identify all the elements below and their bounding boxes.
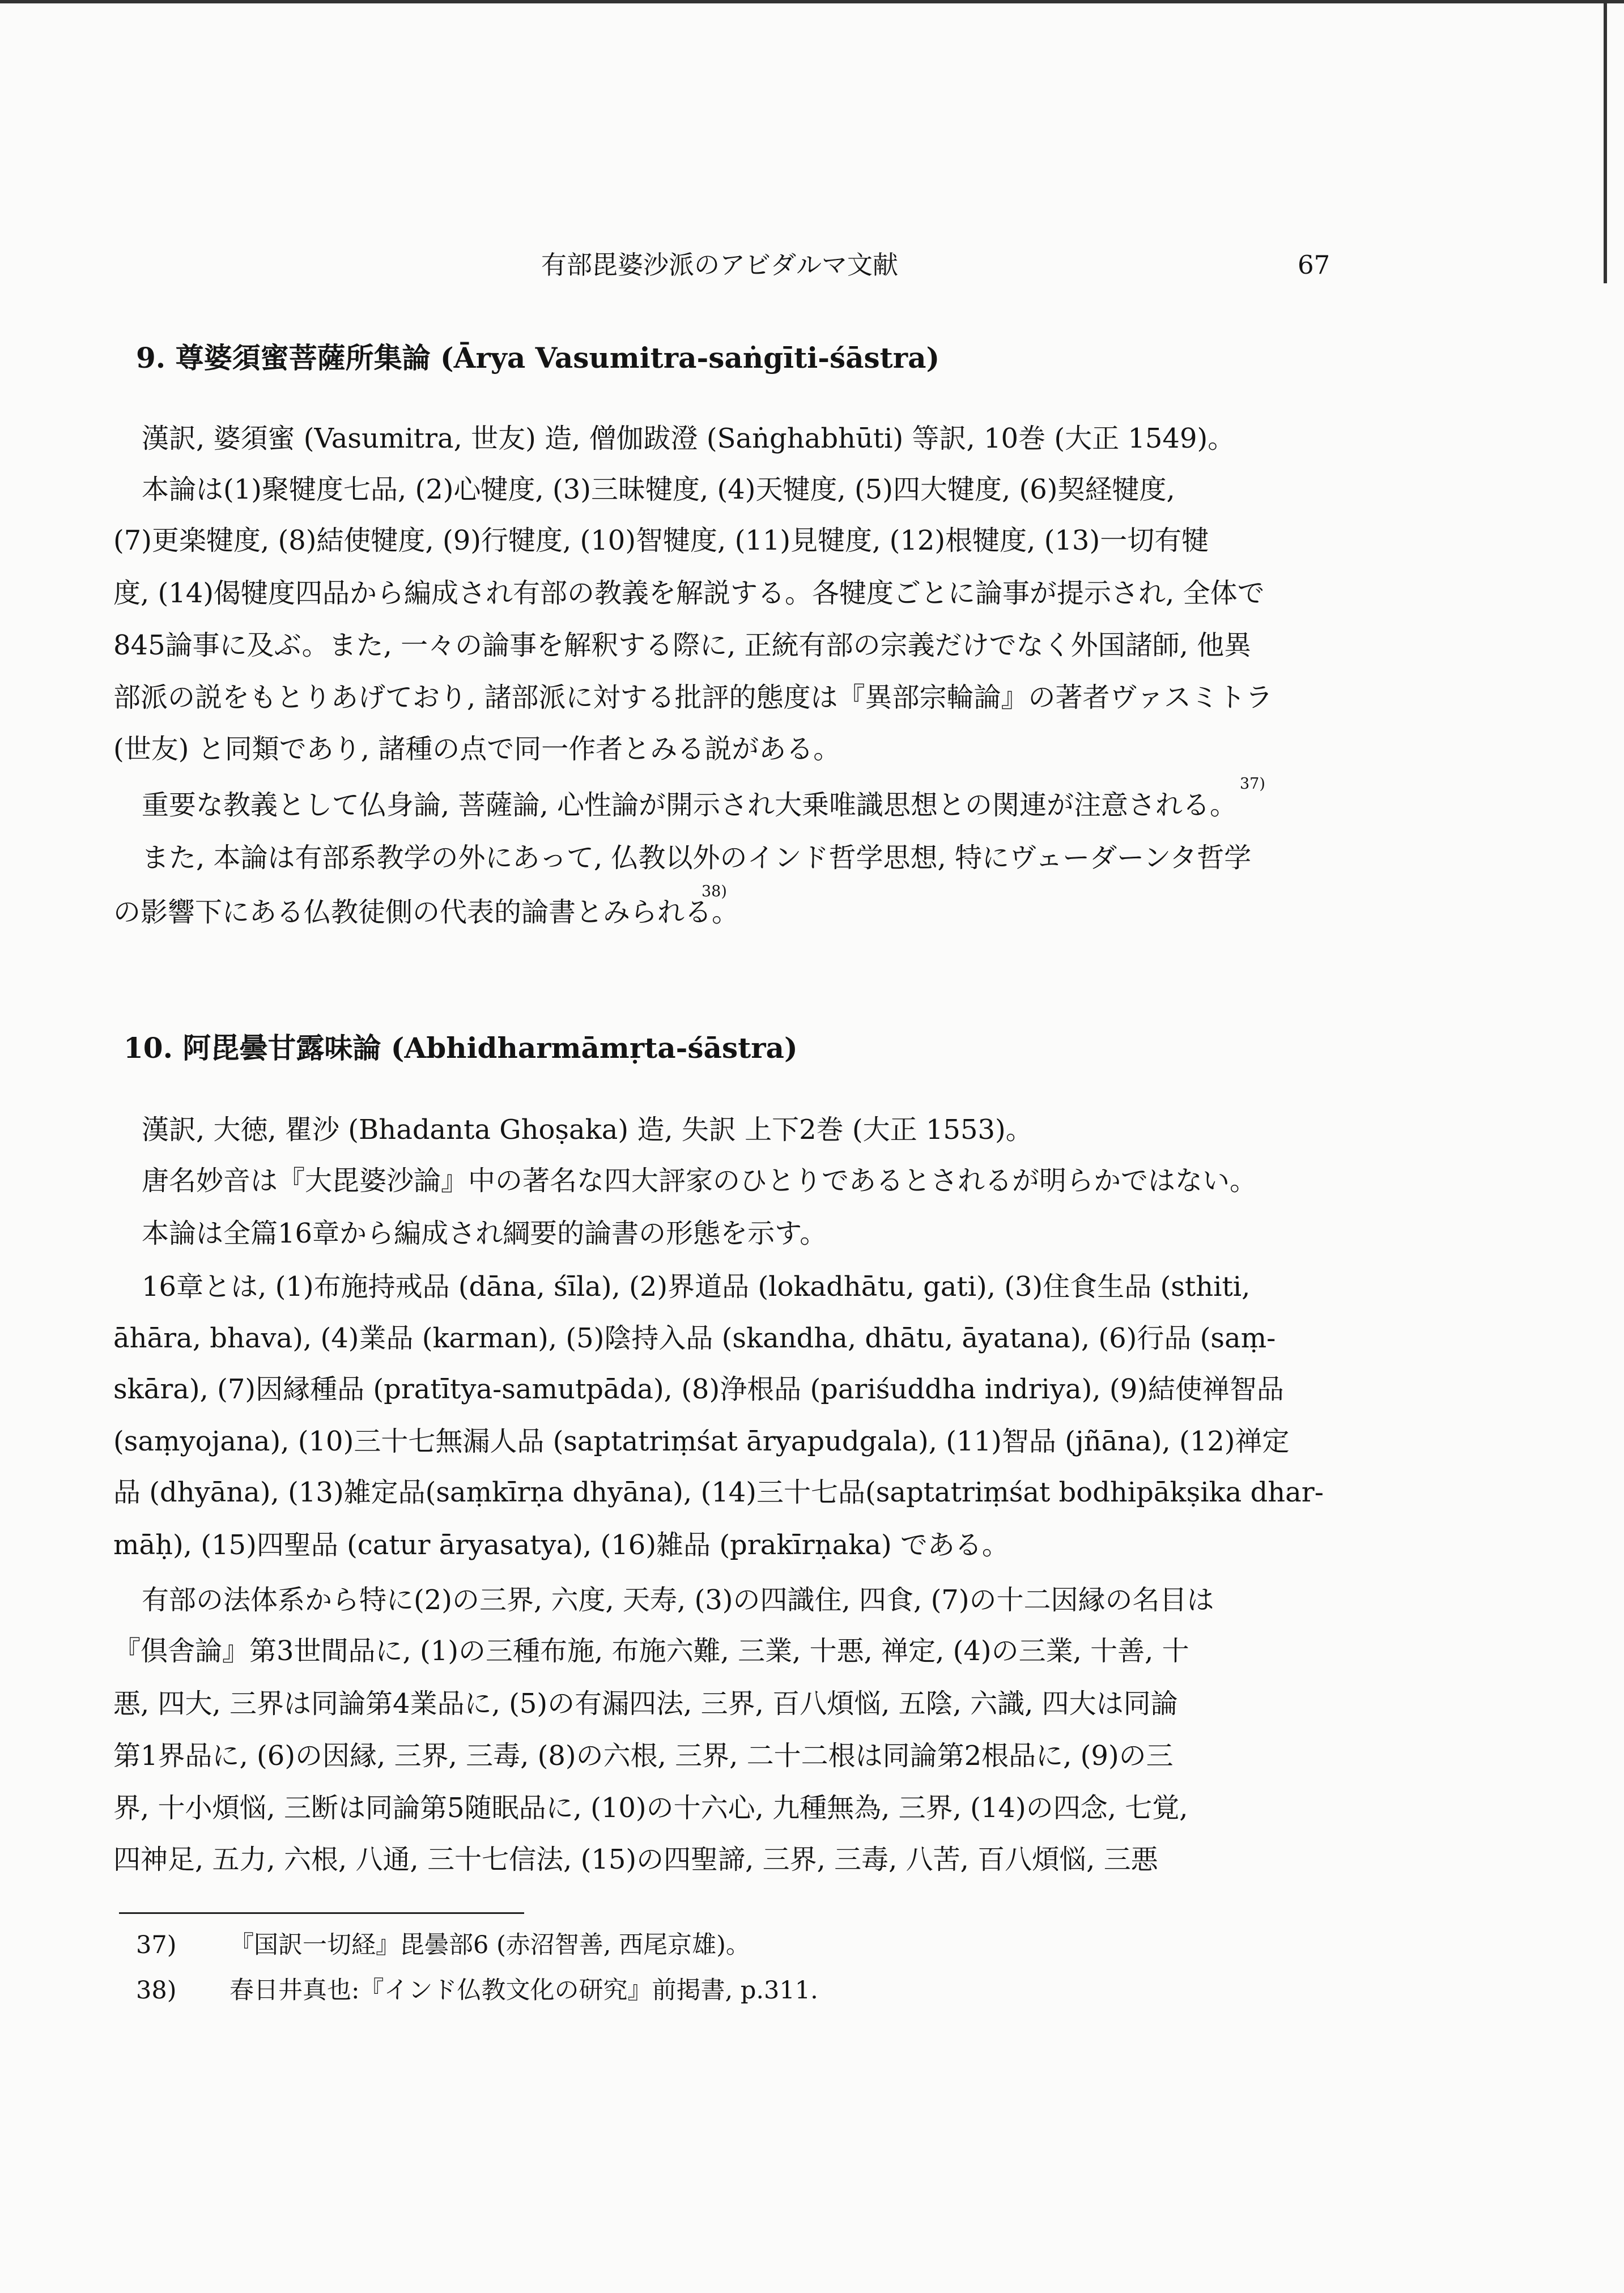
section-10-line: 品 (dhyāna), (13)雑定品(saṃkīrṇa dhyāna), (14)三十七品(saptatriṃśat bodhipākṣika dhar- [113,1477,1324,1508]
section-9-line: 部派の説をもとりあげており, 諸部派に対する批評的態度は『異部宗輪論』の著者ヴァスミトラ [113,682,1273,713]
section-10-heading: 10. 阿毘曇甘露味論 (Abhidharmāmṛta-śāstra) [124,1031,798,1065]
section-9-line: 度, (14)偈犍度四品から編成され有部の教義を解説する。各犍度ごとに論事が提示され, 全体で [113,577,1265,609]
footnote-number: 37) [136,1931,177,1959]
section-9-line: の影響下にある仏教徒側の代表的論書とみられる。 [113,896,739,928]
section-9-heading: 9. 尊婆須蜜菩薩所集論 (Ārya Vasumitra-saṅgīti-śāstra) [136,341,940,375]
section-9-line: 本論は(1)聚犍度七品, (2)心犍度, (3)三昧犍度, (4)天犍度, (5)四大犍度, (6)契経犍度, [142,474,1175,505]
section-10-line: 唐名妙音は『大毘婆沙論』中の著名な四大評家のひとりであるとされるが明らかではない。 [142,1165,1257,1197]
section-9-line: 845論事に及ぶ。また, 一々の論事を解釈する際に, 正統有部の宗義だけでなく外国諸師, 他異 [113,629,1252,661]
scan-edge-right [1604,0,1607,283]
section-9-line: (世友) と同類であり, 諸種の点で同一作者とみる説がある。 [113,733,841,765]
section-9-line: また, 本論は有部系教学の外にあって, 仏教以外のインド哲学思想, 特にヴェーダーンタ哲学 [142,842,1252,874]
running-title: 有部毘婆沙派のアビダルマ文献 [541,250,899,280]
footnote-ref-37: 37) [1240,775,1265,793]
section-10-line: māḥ), (15)四聖品 (catur āryasatya), (16)雑品 (prakīrṇaka) である。 [113,1529,1009,1561]
section-10-line: skāra), (7)因縁種品 (pratītya-samutpāda), (8)浄根品 (pariśuddha indriya), (9)結使禅智品 [113,1373,1284,1405]
footnote-text: 『国訳一切経』毘曇部6 (赤沼智善, 西尾京雄)。 [229,1931,750,1959]
section-10-line: 『倶舎論』第3世間品に, (1)の三種布施, 布施六難, 三業, 十悪, 禅定, (4)の三業, 十善, 十 [113,1635,1189,1667]
section-10-line: 四神足, 五力, 六根, 八通, 三十七信法, (15)の四聖諦, 三界, 三毒, 八苦, 百八煩悩, 三悪 [113,1844,1158,1875]
section-10-line: 界, 十小煩悩, 三断は同論第5随眠品に, (10)の十六心, 九種無為, 三界, (14)の四念, 七覚, [113,1792,1188,1824]
footnote-rule [119,1912,524,1914]
scan-edge-top [0,0,1624,3]
section-9-line: 重要な教義として仏身論, 菩薩論, 心性論が開示され大乗唯識思想との関連が注意される。 [142,789,1238,821]
section-10-line: āhāra, bhava), (4)業品 (karman), (5)陰持入品 (skandha, dhātu, āyatana), (6)行品 (saṃ- [113,1322,1276,1354]
section-9-line: (7)更楽犍度, (8)結使犍度, (9)行犍度, (10)智犍度, (11)見犍度, (12)根犍度, (13)一切有犍 [113,525,1209,556]
page-number: 67 [1298,250,1330,280]
footnote-ref-38: 38) [702,883,727,900]
section-10-line: 悪, 四大, 三界は同論第4業品に, (5)の有漏四法, 三界, 百八煩悩, 五陰, 六識, 四大は同論 [113,1688,1178,1720]
section-10-line: 第1界品に, (6)の因縁, 三界, 三毒, (8)の六根, 三界, 二十二根は同論第2根品に, (9)の三 [113,1740,1174,1772]
footnote-text: 春日井真也:『インド仏教文化の研究』前掲書, p.311. [229,1976,818,2005]
section-10-line: 本論は全篇16章から編成され綱要的論書の形態を示す。 [142,1218,827,1249]
footnote-number: 38) [136,1976,177,2005]
section-10-line: (saṃyojana), (10)三十七無漏人品 (saptatriṃśat āryapudgala), (11)智品 (jñāna), (12)禅定 [113,1426,1290,1457]
section-10-line: 漢訳, 大徳, 瞿沙 (Bhadanta Ghoṣaka) 造, 失訳 上下2巻 (大正 1553)。 [142,1114,1033,1146]
section-10-line: 16章とは, (1)布施持戒品 (dāna, śīla), (2)界道品 (lokadhātu, gati), (3)住食生品 (sthiti, [142,1271,1251,1303]
section-10-line: 有部の法体系から特に(2)の三界, 六度, 天寿, (3)の四識住, 四食, (7)の十二因縁の名目は [142,1584,1214,1616]
section-9-line: 漢訳, 婆須蜜 (Vasumitra, 世友) 造, 僧伽跋澄 (Saṅghabhūti) 等訳, 10巻 (大正 1549)。 [142,423,1235,454]
